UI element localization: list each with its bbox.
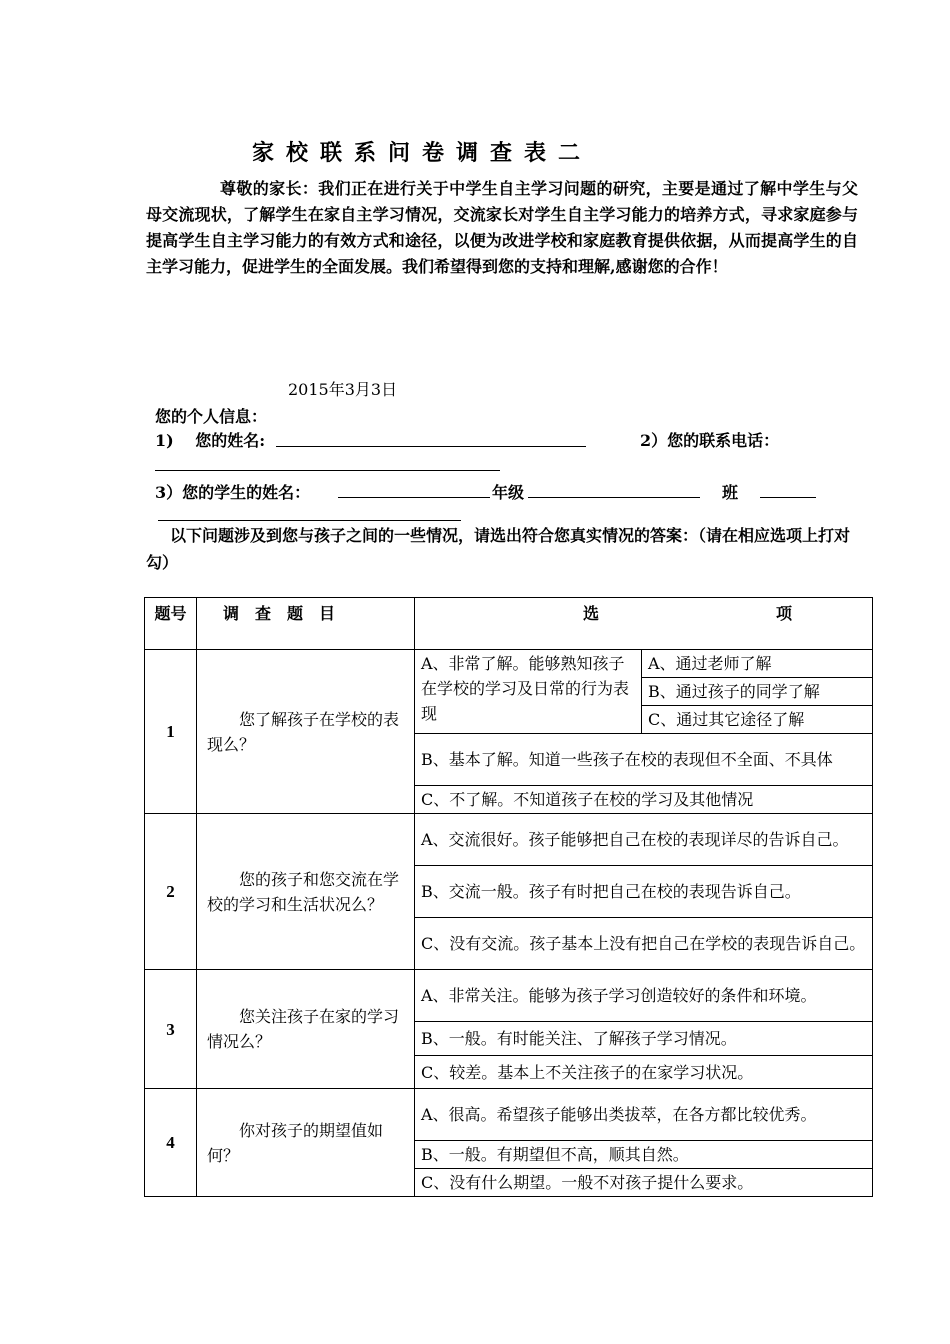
- question-number: 1: [145, 650, 197, 814]
- option-b[interactable]: B、基本了解。知道一些孩子在校的表现但不全面、不具体: [415, 734, 873, 786]
- table-row: [145, 814, 873, 866]
- parent-name-label: 1) 您的姓名:: [155, 431, 266, 450]
- table-row: [145, 970, 873, 1022]
- option-c[interactable]: C、不了解。不知道孩子在校的学习及其他情况: [415, 786, 873, 814]
- header-question: [197, 598, 415, 650]
- option-b[interactable]: B、一般。有时能关注、了解孩子学习情况。: [415, 1022, 873, 1056]
- option-c[interactable]: C、没有交流。孩子基本上没有把自己在学校的表现告诉自己。: [415, 918, 873, 970]
- table-header-row: [145, 598, 873, 650]
- header-options-a: 选: [583, 604, 600, 623]
- option-b[interactable]: B、一般。有期望但不高，顺其自然。: [415, 1141, 873, 1169]
- survey-table: [144, 597, 873, 1197]
- page-title: 家校联系问卷调查表二: [252, 140, 593, 166]
- option-a[interactable]: A、非常了解。能够熟知孩子在学校的学习及日常的行为表现: [415, 650, 642, 734]
- class-label: 班: [722, 483, 739, 502]
- question-text: 您关注孩子在家的学习情况么？: [197, 970, 415, 1089]
- header-options: [415, 598, 873, 650]
- question-number: 3: [145, 970, 197, 1089]
- table-row: [145, 1089, 873, 1141]
- student-name-field[interactable]: [338, 497, 490, 498]
- personal-info-heading: 您的个人信息：: [155, 407, 268, 426]
- option-c[interactable]: C、没有什么期望。一般不对孩子提什么要求。: [415, 1169, 873, 1197]
- phone-field[interactable]: [155, 470, 500, 471]
- question-text: 你对孩子的期望值如何？: [197, 1089, 415, 1197]
- sub-option-b[interactable]: B、通过孩子的同学了解: [642, 678, 873, 706]
- student-name-label: 3）您的学生的姓名：: [155, 483, 311, 502]
- header-options-b: 项: [775, 604, 792, 623]
- grade-field[interactable]: [528, 497, 700, 498]
- class-field-continued[interactable]: [158, 520, 461, 521]
- header-number: 题号: [145, 598, 197, 650]
- option-c[interactable]: C、较差。基本上不关注孩子的在家学习状况。: [415, 1056, 873, 1089]
- option-a[interactable]: A、非常关注。能够为孩子学习创造较好的条件和环境。: [415, 970, 873, 1022]
- question-text: 您的孩子和您交流在学校的学习和生活状况么？: [197, 814, 415, 970]
- question-number: 4: [145, 1089, 197, 1197]
- table-row: [145, 650, 873, 678]
- sub-option-c[interactable]: C、通过其它途径了解: [642, 706, 873, 734]
- survey-date: 2015年3月3日: [288, 380, 398, 399]
- sub-option-a[interactable]: A、通过老师了解: [642, 650, 873, 678]
- intro-paragraph: 尊敬的家长：我们正在进行关于中学生自主学习问题的研究，主要是通过了解中学生与父母交流现状，了解学生在家自主学习情况，交流家长对学生自主学习能力的培养方式，寻求家庭参与提高学生自主学习能力的有效方式和途径，以便为改进学校和家庭教育提供依据，从而提高学生的自主学习能力，促进学生的全面发展。我们希望得到您的支持和理解,感谢您的合作！: [146, 179, 858, 276]
- question-text: 您了解孩子在学校的表现么？: [197, 650, 415, 814]
- option-a[interactable]: A、交流很好。孩子能够把自己在校的表现详尽的告诉自己。: [415, 814, 873, 866]
- header-question-label: 调 查 题 目: [223, 604, 336, 623]
- grade-label: 年级: [492, 483, 525, 502]
- option-a[interactable]: A、很高。希望孩子能够出类拔萃，在各方都比较优秀。: [415, 1089, 873, 1141]
- instruction-text: 以下问题涉及到您与孩子之间的一些情况，请选出符合您真实情况的答案：（请在相应选项上打对勾）: [146, 526, 851, 572]
- option-b[interactable]: B、交流一般。孩子有时把自己在校的表现告诉自己。: [415, 866, 873, 918]
- question-number: 2: [145, 814, 197, 970]
- phone-label: 2）您的联系电话：: [640, 431, 780, 450]
- class-field[interactable]: [760, 497, 816, 498]
- parent-name-field[interactable]: [276, 446, 586, 447]
